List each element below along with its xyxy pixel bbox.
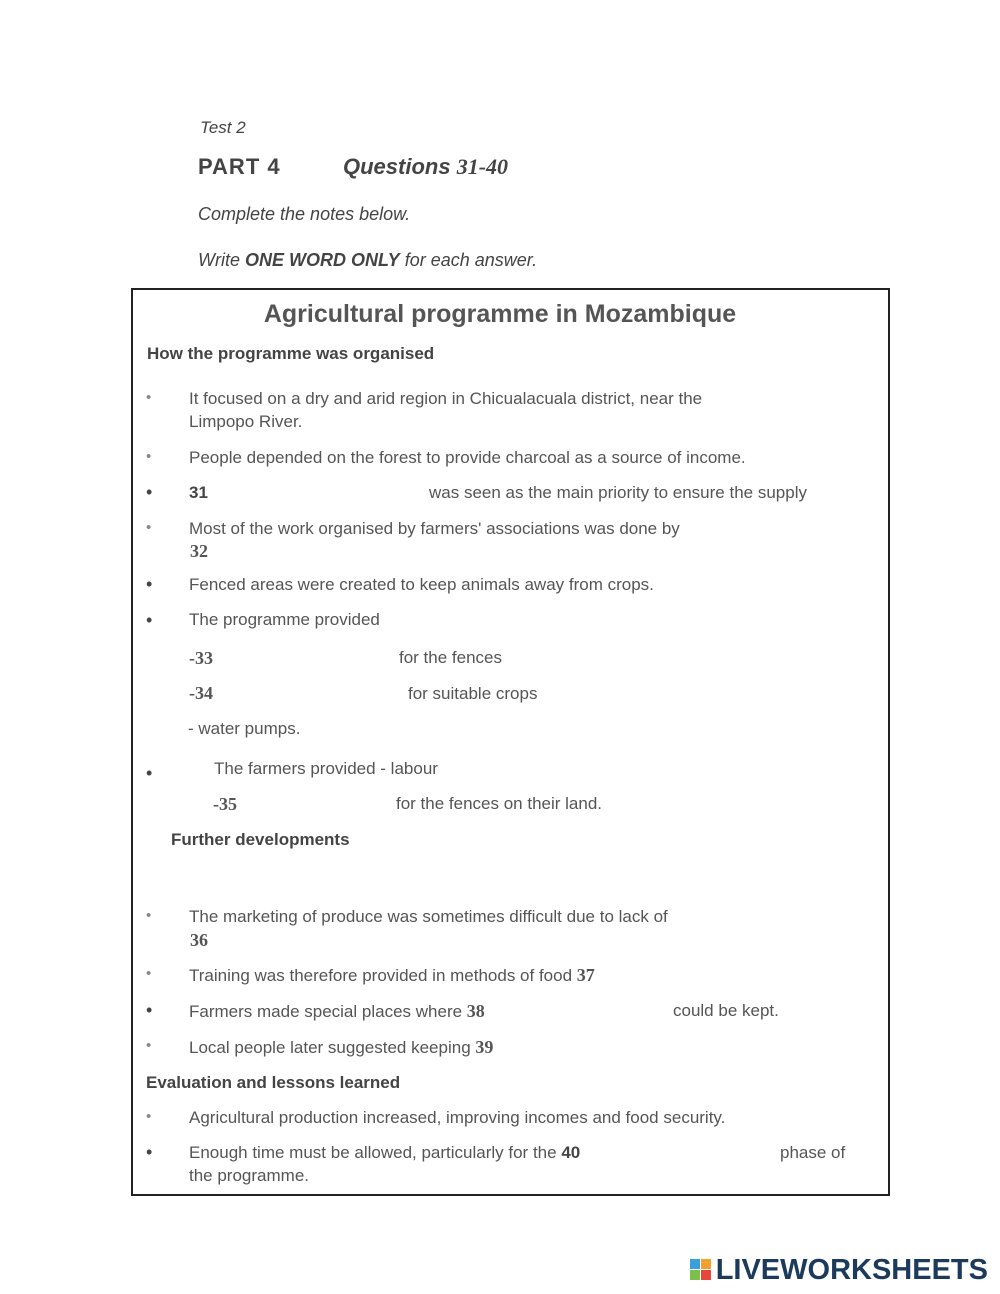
note-s3-b2-line2: the programme. — [189, 1166, 309, 1185]
answer-blank-35[interactable]: -35 — [213, 794, 237, 814]
bullet-icon: • — [146, 1000, 153, 1020]
note-s2-b4 — [189, 1037, 493, 1058]
bullet-icon: • — [146, 482, 153, 502]
answer-blank-33[interactable]: -33 — [189, 648, 213, 668]
note-b4-line1: Most of the work organised by farmers' associations was done by — [189, 519, 680, 538]
note-s2-b3-text: Farmers made special places where — [189, 1002, 463, 1021]
note-sub1: for the fences — [399, 648, 503, 667]
instruction-post: for each answer. — [404, 250, 538, 270]
note-s2-b2-text: Training was therefore provided in methods of food — [189, 966, 573, 985]
liveworksheets-logo-text: LIVEWORKSHEETS — [715, 1254, 988, 1286]
answer-blank-32[interactable]: 32 — [190, 541, 208, 561]
answer-blank-38[interactable]: 38 — [466, 1001, 485, 1021]
note-s2-b3-post: could be kept. — [673, 1001, 779, 1020]
note-s3-b1: Agricultural production increased, improving incomes and food security. — [189, 1108, 726, 1127]
bullet-icon: • — [146, 1108, 152, 1125]
instruction-pre: Write — [198, 250, 240, 270]
bullet-icon: • — [146, 1142, 153, 1162]
part-label: PART 4 — [198, 154, 281, 179]
section-heading-organised: How the programme was organised — [147, 344, 435, 363]
note-sub2: for suitable crops — [408, 684, 538, 703]
note-sub3: - water pumps. — [188, 719, 301, 738]
liveworksheets-logo-icon — [690, 1259, 712, 1281]
note-b1-line1: It focused on a dry and arid region in Chicualacuala district, near the — [189, 389, 703, 408]
answer-blank-34[interactable]: -34 — [189, 683, 213, 703]
liveworksheets-logo[interactable] — [690, 1254, 988, 1287]
instruction-bold: ONE WORD ONLY — [245, 250, 400, 270]
bullet-icon: • — [146, 610, 153, 630]
section-heading-developments: Further developments — [171, 830, 350, 849]
note-b6: The programme provided — [189, 610, 380, 629]
note-sub4: for the fences on their land. — [396, 794, 603, 813]
questions-label — [343, 154, 508, 180]
note-b7: The farmers provided - labour — [214, 759, 438, 778]
bullet-icon: • — [146, 965, 152, 982]
bullet-icon: • — [146, 448, 152, 465]
questions-range: 31-40 — [456, 154, 509, 179]
test-label: Test 2 — [200, 118, 246, 137]
notes-title: Agricultural programme in Mozambique — [263, 300, 737, 328]
note-s2-b2 — [189, 965, 595, 986]
questions-word: Questions — [343, 154, 451, 179]
note-s3-b2 — [189, 1143, 580, 1163]
instruction-word-limit — [198, 250, 537, 271]
note-b5: Fenced areas were created to keep animals away from crops. — [189, 575, 654, 594]
note-s2-b1-line1: The marketing of produce was sometimes difficult due to lack of — [189, 907, 668, 926]
answer-blank-39[interactable]: 39 — [475, 1037, 494, 1057]
bullet-icon: • — [146, 907, 152, 924]
note-s3-b2-post: phase of — [780, 1143, 846, 1162]
bullet-icon: • — [146, 389, 152, 406]
section-heading-evaluation: Evaluation and lessons learned — [146, 1073, 401, 1092]
bullet-icon: • — [146, 519, 152, 536]
note-b3: was seen as the main priority to ensure the supply — [429, 483, 807, 502]
answer-blank-37[interactable]: 37 — [576, 965, 595, 985]
bullet-icon: • — [146, 763, 153, 783]
note-s2-b4-text: Local people later suggested keeping — [189, 1038, 471, 1057]
answer-blank-36[interactable]: 36 — [190, 930, 208, 950]
answer-blank-31[interactable]: 31 — [189, 483, 208, 502]
bullet-icon: • — [146, 574, 153, 594]
instruction-complete: Complete the notes below. — [198, 204, 411, 224]
note-s3-b2-text: Enough time must be allowed, particularly for the — [189, 1143, 557, 1162]
note-s2-b3 — [189, 1001, 485, 1022]
note-b1-line2: Limpopo River. — [189, 412, 303, 431]
answer-blank-40[interactable]: 40 — [561, 1143, 581, 1162]
note-b2: People depended on the forest to provide charcoal as a source of income. — [189, 448, 746, 467]
bullet-icon: • — [146, 1037, 152, 1054]
